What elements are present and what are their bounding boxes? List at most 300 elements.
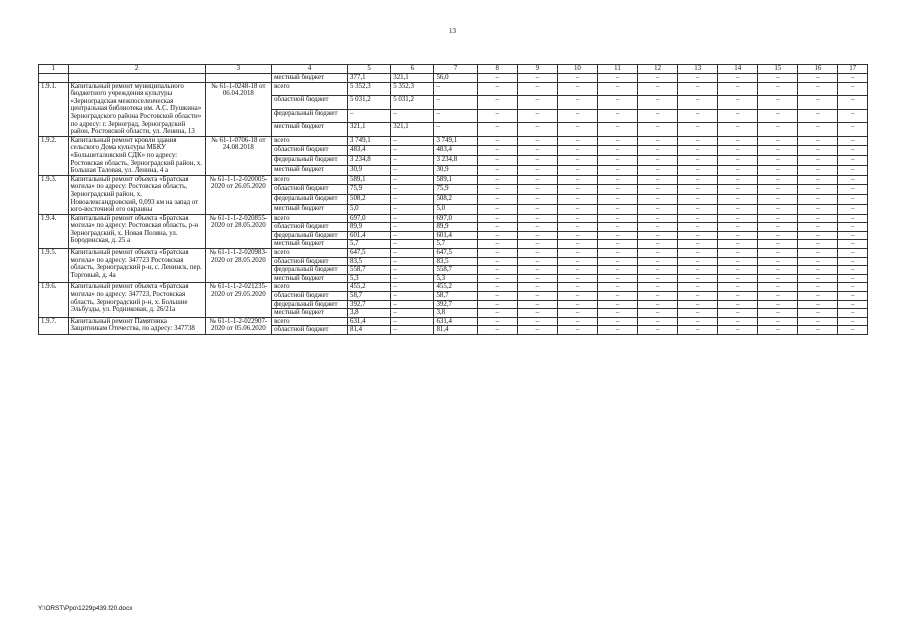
empty-cell: – <box>557 266 597 275</box>
empty-cell: – <box>838 123 868 137</box>
funding-source: областной бюджет <box>272 326 348 335</box>
value-cell: – <box>391 146 434 156</box>
empty-cell: – <box>838 223 868 232</box>
empty-cell: – <box>758 185 798 195</box>
value-cell: 483,4 <box>348 146 391 156</box>
value-cell: 697,0 <box>348 214 391 223</box>
empty-cell: – <box>597 195 637 205</box>
empty-cell: – <box>597 274 637 283</box>
empty-cell: – <box>798 283 838 292</box>
empty-cell: – <box>678 240 718 249</box>
value-cell: – <box>391 175 434 185</box>
empty-cell: – <box>718 266 758 275</box>
empty-cell: – <box>517 283 557 292</box>
empty-cell: – <box>557 165 597 175</box>
empty-cell: – <box>718 109 758 123</box>
empty-cell: – <box>517 109 557 123</box>
empty-cell: – <box>838 214 868 223</box>
value-cell: 647,5 <box>348 249 391 258</box>
funding-source: областной бюджет <box>272 146 348 156</box>
empty-cell: – <box>557 109 597 123</box>
empty-cell: – <box>838 240 868 249</box>
column-header: 13 <box>678 65 718 74</box>
empty-cell: – <box>798 317 838 326</box>
empty-cell: – <box>838 257 868 266</box>
value-cell: 5 031,2 <box>348 96 391 110</box>
empty-cell: – <box>557 214 597 223</box>
value-cell: 3 749,1 <box>434 136 477 146</box>
empty-cell: – <box>557 82 597 96</box>
empty-cell: – <box>678 266 718 275</box>
empty-cell <box>68 74 205 83</box>
value-cell: 89,9 <box>434 223 477 232</box>
empty-cell: – <box>678 274 718 283</box>
empty-cell: – <box>798 136 838 146</box>
empty-cell: – <box>517 146 557 156</box>
table-row <box>39 82 868 96</box>
value-cell: 75,9 <box>348 185 391 195</box>
empty-cell: – <box>597 292 637 301</box>
value-cell: 75,9 <box>434 185 477 195</box>
empty-cell: – <box>718 249 758 258</box>
value-cell: – <box>391 231 434 240</box>
empty-cell: – <box>477 82 517 96</box>
empty-cell: – <box>798 109 838 123</box>
funding-source: местный бюджет <box>272 123 348 137</box>
value-cell: 3,8 <box>434 309 477 318</box>
empty-cell: – <box>798 175 838 185</box>
empty-cell: – <box>597 249 637 258</box>
funding-source: федеральный бюджет <box>272 195 348 205</box>
column-header: 11 <box>597 65 637 74</box>
empty-cell: – <box>597 257 637 266</box>
empty-cell: – <box>638 96 678 110</box>
empty-cell: – <box>517 165 557 175</box>
empty-cell: – <box>638 231 678 240</box>
empty-cell: – <box>798 74 838 83</box>
empty-cell: – <box>638 240 678 249</box>
document-number: № 61-1-1-2-020005-2020 от 26.05.2020 <box>205 175 271 214</box>
empty-cell: – <box>477 274 517 283</box>
funding-source: всего <box>272 82 348 96</box>
value-cell: 30,9 <box>348 165 391 175</box>
empty-cell: – <box>597 214 637 223</box>
column-header: 3 <box>205 65 271 74</box>
item-number: 1.9.5. <box>39 249 69 283</box>
value-cell: 377,1 <box>348 74 391 83</box>
empty-cell: – <box>838 185 868 195</box>
empty-cell: – <box>838 309 868 318</box>
value-cell: 321,1 <box>391 74 434 83</box>
item-number: 1.9.2. <box>39 136 69 175</box>
table-body <box>39 74 868 335</box>
empty-cell: – <box>638 309 678 318</box>
empty-cell: – <box>517 136 557 146</box>
empty-cell: – <box>798 195 838 205</box>
empty-cell: – <box>517 74 557 83</box>
value-cell: – <box>434 96 477 110</box>
empty-cell: – <box>678 96 718 110</box>
value-cell: 5,0 <box>434 204 477 214</box>
empty-cell: – <box>638 82 678 96</box>
column-header: 10 <box>557 65 597 74</box>
value-cell: – <box>391 240 434 249</box>
value-cell: 508,2 <box>434 195 477 205</box>
empty-cell: – <box>597 156 637 166</box>
empty-cell: – <box>638 266 678 275</box>
empty-cell: – <box>838 96 868 110</box>
empty-cell: – <box>678 185 718 195</box>
empty-cell: – <box>798 146 838 156</box>
value-cell: 30,9 <box>434 165 477 175</box>
empty-cell: – <box>638 292 678 301</box>
value-cell: – <box>348 109 391 123</box>
empty-cell: – <box>758 136 798 146</box>
empty-cell: – <box>597 231 637 240</box>
value-cell: 3,8 <box>348 309 391 318</box>
empty-cell: – <box>758 204 798 214</box>
empty-cell: – <box>798 165 838 175</box>
empty-cell: – <box>798 266 838 275</box>
empty-cell: – <box>597 165 637 175</box>
empty-cell: – <box>758 223 798 232</box>
empty-cell: – <box>718 123 758 137</box>
value-cell: – <box>391 317 434 326</box>
empty-cell: – <box>597 223 637 232</box>
empty-cell: – <box>477 195 517 205</box>
empty-cell: – <box>838 326 868 335</box>
empty-cell: – <box>678 257 718 266</box>
empty-cell: – <box>798 231 838 240</box>
empty-cell: – <box>638 223 678 232</box>
empty-cell: – <box>798 292 838 301</box>
empty-cell: – <box>638 274 678 283</box>
empty-cell: – <box>718 283 758 292</box>
empty-cell: – <box>557 249 597 258</box>
empty-cell: – <box>678 195 718 205</box>
empty-cell: – <box>477 231 517 240</box>
value-cell: 58,7 <box>348 292 391 301</box>
empty-cell: – <box>838 204 868 214</box>
value-cell: – <box>391 283 434 292</box>
empty-cell: – <box>597 204 637 214</box>
empty-cell: – <box>838 175 868 185</box>
empty-cell: – <box>517 326 557 335</box>
table-row <box>39 136 868 146</box>
empty-cell: – <box>678 136 718 146</box>
empty-cell: – <box>597 146 637 156</box>
empty-cell: – <box>557 146 597 156</box>
empty-cell: – <box>678 326 718 335</box>
column-header: 14 <box>718 65 758 74</box>
value-cell: – <box>434 82 477 96</box>
empty-cell: – <box>798 123 838 137</box>
value-cell: 5,3 <box>348 274 391 283</box>
value-cell: 601,4 <box>434 231 477 240</box>
value-cell: – <box>391 274 434 283</box>
empty-cell: – <box>678 292 718 301</box>
empty-cell: – <box>638 214 678 223</box>
empty-cell: – <box>718 317 758 326</box>
value-cell: 631,4 <box>348 317 391 326</box>
empty-cell: – <box>718 240 758 249</box>
empty-cell: – <box>678 82 718 96</box>
empty-cell: – <box>557 123 597 137</box>
empty-cell: – <box>557 195 597 205</box>
item-number: 1.9.3. <box>39 175 69 214</box>
empty-cell: – <box>597 123 637 137</box>
page-number: 13 <box>449 27 456 35</box>
value-cell: – <box>391 326 434 335</box>
empty-cell: – <box>477 123 517 137</box>
empty-cell: – <box>758 82 798 96</box>
empty-cell: – <box>838 74 868 83</box>
item-number: 1.9.6. <box>39 283 69 317</box>
empty-cell: – <box>517 195 557 205</box>
empty-cell: – <box>597 309 637 318</box>
empty-cell: – <box>718 223 758 232</box>
empty-cell: – <box>477 156 517 166</box>
empty-cell: – <box>678 123 718 137</box>
empty-cell: – <box>597 136 637 146</box>
empty-cell: – <box>517 156 557 166</box>
empty-cell: – <box>678 204 718 214</box>
empty-cell: – <box>638 317 678 326</box>
empty-cell: – <box>557 231 597 240</box>
empty-cell: – <box>678 223 718 232</box>
funding-source: федеральный бюджет <box>272 156 348 166</box>
empty-cell: – <box>758 326 798 335</box>
empty-cell: – <box>838 195 868 205</box>
value-cell: 455,2 <box>348 283 391 292</box>
empty-cell: – <box>597 326 637 335</box>
empty-cell: – <box>798 240 838 249</box>
empty-cell: – <box>638 156 678 166</box>
empty-cell: – <box>678 156 718 166</box>
empty-cell: – <box>597 266 637 275</box>
empty-cell: – <box>678 175 718 185</box>
item-name: Капитальный ремонт объекта «Братская могила» по адресу: 347723 Ростовская область, Зерноградский р-н, с. Ленинск, пер. Торговый, д. 4а <box>68 249 205 283</box>
empty-cell: – <box>557 156 597 166</box>
value-cell: 3 749,1 <box>348 136 391 146</box>
empty-cell: – <box>718 292 758 301</box>
empty-cell: – <box>477 266 517 275</box>
empty-cell: – <box>597 96 637 110</box>
empty-cell: – <box>838 136 868 146</box>
empty-cell: – <box>798 204 838 214</box>
empty-cell <box>205 74 271 83</box>
value-cell: 647,5 <box>434 249 477 258</box>
empty-cell: – <box>477 283 517 292</box>
funding-source: федеральный бюджет <box>272 266 348 275</box>
value-cell: 321,1 <box>391 123 434 137</box>
item-name: Капитальный ремонт объекта «Братская могила» по адресу: 347723, Ростовская область, Зерноградский р-н, х. Большие Эльбузды, ул. Родниковая, д. 26/21а <box>68 283 205 317</box>
funding-source: всего <box>272 175 348 185</box>
empty-cell: – <box>718 175 758 185</box>
funding-source: местный бюджет <box>272 309 348 318</box>
funding-source: местный бюджет <box>272 204 348 214</box>
empty-cell: – <box>758 165 798 175</box>
value-cell: – <box>391 136 434 146</box>
empty-cell: – <box>557 96 597 110</box>
empty-cell: – <box>838 249 868 258</box>
empty-cell: – <box>718 156 758 166</box>
empty-cell: – <box>758 231 798 240</box>
empty-cell: – <box>798 185 838 195</box>
funding-source: федеральный бюджет <box>272 300 348 309</box>
empty-cell: – <box>758 266 798 275</box>
document-number: № 61-1-0706-18 от 24.08.2018 <box>205 136 271 175</box>
empty-cell: – <box>678 214 718 223</box>
empty-cell: – <box>838 300 868 309</box>
value-cell: – <box>391 257 434 266</box>
value-cell: – <box>391 266 434 275</box>
empty-cell: – <box>638 185 678 195</box>
empty-cell: – <box>798 309 838 318</box>
empty-cell: – <box>477 165 517 175</box>
empty-cell: – <box>557 136 597 146</box>
empty-cell: – <box>798 274 838 283</box>
empty-cell: – <box>798 156 838 166</box>
value-cell: – <box>391 165 434 175</box>
empty-cell: – <box>557 175 597 185</box>
empty-cell: – <box>758 309 798 318</box>
funding-source: областной бюджет <box>272 257 348 266</box>
empty-cell: – <box>798 257 838 266</box>
empty-cell: – <box>638 249 678 258</box>
empty-cell: – <box>597 82 637 96</box>
empty-cell: – <box>517 309 557 318</box>
value-cell: 558,7 <box>434 266 477 275</box>
empty-cell: – <box>517 274 557 283</box>
item-number: 1.9.4. <box>39 214 69 248</box>
empty-cell: – <box>638 204 678 214</box>
empty-cell: – <box>477 257 517 266</box>
empty-cell <box>39 74 69 83</box>
empty-cell: – <box>477 109 517 123</box>
value-cell: 5 031,2 <box>391 96 434 110</box>
empty-cell: – <box>517 96 557 110</box>
empty-cell: – <box>718 204 758 214</box>
item-name: Капитальный ремонт муниципального бюджетного учреждения культуры «Зерноградская межпоселенческая центральная библиотека им. А.С. Пушкина» Зерноградского района Ростовской области» по адресу: г. Зерноград, Зерноградский район, Ростовской области, ул. Ленина, 13 <box>68 82 205 136</box>
empty-cell: – <box>557 283 597 292</box>
funding-source: областной бюджет <box>272 96 348 110</box>
value-cell: 81,4 <box>434 326 477 335</box>
empty-cell: – <box>838 317 868 326</box>
empty-cell: – <box>638 136 678 146</box>
empty-cell: – <box>517 231 557 240</box>
value-cell: 392,7 <box>348 300 391 309</box>
empty-cell: – <box>477 136 517 146</box>
empty-cell: – <box>798 326 838 335</box>
empty-cell: – <box>638 300 678 309</box>
empty-cell: – <box>718 185 758 195</box>
document-number: № 61-1-1-2-021235-2020 от 29.05.2020 <box>205 283 271 317</box>
empty-cell: – <box>718 309 758 318</box>
empty-cell: – <box>718 231 758 240</box>
value-cell: 631,4 <box>434 317 477 326</box>
value-cell: – <box>434 123 477 137</box>
empty-cell: – <box>477 185 517 195</box>
empty-cell: – <box>557 185 597 195</box>
empty-cell: – <box>517 185 557 195</box>
value-cell: – <box>391 300 434 309</box>
value-cell: 697,0 <box>434 214 477 223</box>
document-number: № 61-1-1-2-022907-2020 от 05.06.2020 <box>205 317 271 334</box>
empty-cell: – <box>477 74 517 83</box>
empty-cell: – <box>517 82 557 96</box>
funding-source: областной бюджет <box>272 223 348 232</box>
empty-cell: – <box>638 165 678 175</box>
empty-cell: – <box>758 257 798 266</box>
empty-cell: – <box>557 74 597 83</box>
empty-cell: – <box>517 249 557 258</box>
funding-source: федеральный бюджет <box>272 109 348 123</box>
empty-cell: – <box>758 195 798 205</box>
value-cell: – <box>391 109 434 123</box>
value-cell: 589,1 <box>348 175 391 185</box>
funding-source: всего <box>272 136 348 146</box>
funding-source: областной бюджет <box>272 185 348 195</box>
empty-cell: – <box>678 231 718 240</box>
budget-table <box>38 64 868 335</box>
column-header: 17 <box>838 65 868 74</box>
empty-cell: – <box>477 96 517 110</box>
item-name: Капитальный ремонт Памятника Защитникам Отечества, по адресу: 347738 <box>68 317 205 334</box>
value-cell: – <box>391 195 434 205</box>
empty-cell: – <box>718 136 758 146</box>
empty-cell: – <box>477 326 517 335</box>
column-header: 2 <box>68 65 205 74</box>
item-name: Капитальный ремонт объекта «Братская могила» по адресу: Ростовская область, р-н Зерноградский, х. Новая Поляна, ул. Бородинская, д. 25 а <box>68 214 205 248</box>
funding-source: федеральный бюджет <box>272 231 348 240</box>
empty-cell: – <box>597 185 637 195</box>
funding-source: местный бюджет <box>272 240 348 249</box>
empty-cell: – <box>718 326 758 335</box>
value-cell: 5,7 <box>348 240 391 249</box>
item-name: Капитальный ремонт объекта «Братская могила» по адресу: Ростовская область, Зерноградский район, х. Новоалександровский, 0,093 км на запад от юго-восточной его окраины <box>68 175 205 214</box>
empty-cell: – <box>798 96 838 110</box>
empty-cell: – <box>557 326 597 335</box>
empty-cell: – <box>477 309 517 318</box>
empty-cell: – <box>718 165 758 175</box>
empty-cell: – <box>597 175 637 185</box>
empty-cell: – <box>678 300 718 309</box>
empty-cell: – <box>758 123 798 137</box>
file-path-footer: Y:\ORST\Ppo\1229p439.f20.docx <box>38 605 133 612</box>
empty-cell: – <box>557 204 597 214</box>
empty-cell: – <box>798 249 838 258</box>
value-cell: 58,7 <box>434 292 477 301</box>
empty-cell: – <box>758 175 798 185</box>
empty-cell: – <box>557 292 597 301</box>
empty-cell: – <box>597 109 637 123</box>
empty-cell: – <box>477 292 517 301</box>
column-header: 15 <box>758 65 798 74</box>
value-cell: 5 352,3 <box>348 82 391 96</box>
empty-cell: – <box>758 317 798 326</box>
empty-cell: – <box>718 82 758 96</box>
empty-cell: – <box>557 300 597 309</box>
empty-cell: – <box>638 109 678 123</box>
empty-cell: – <box>718 274 758 283</box>
empty-cell: – <box>517 292 557 301</box>
empty-cell: – <box>477 317 517 326</box>
value-cell: 483,4 <box>434 146 477 156</box>
empty-cell: – <box>477 300 517 309</box>
funding-source: всего <box>272 283 348 292</box>
value-cell: 56,0 <box>434 74 477 83</box>
